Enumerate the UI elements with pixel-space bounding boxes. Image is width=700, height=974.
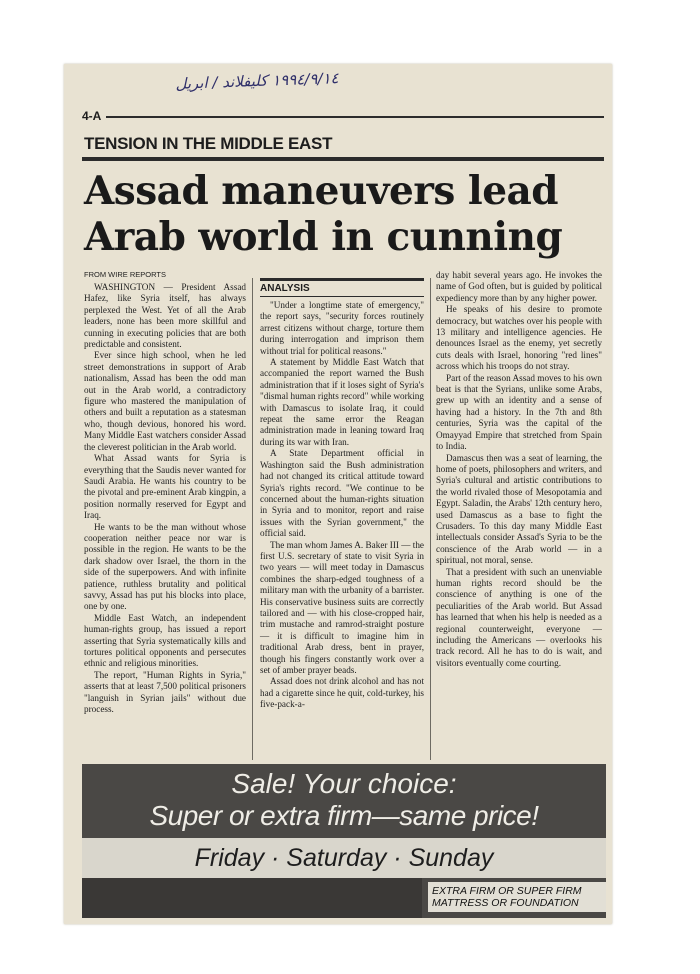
paragraph: Damascus then was a seat of learning, the home of poets, philosophers and writers, and Syria's cultural and artistic contributions to the world rivaled those of Mesopotamia and Egypt. Saladin, the Arabs' 12th century hero, used Damascus as a base to fight the Crusaders. To this day many Middle East intellectuals consider Assad's Syria to be the conscience of the Arab world — in a spiritual, not moral, sense. [436, 452, 602, 566]
paragraph: WASHINGTON — President Assad Hafez, like Syria itself, has always perplexed the West. Yet of all the Arab leaders, none has been more skillful and cunning in executing policies that are both predictable and consistent. [84, 282, 246, 350]
ad-mattress-photo [82, 878, 422, 918]
paragraph: A statement by Middle East Watch that accompanied the report warned the Bush administration that if it loses sight of Syria's "dismal human rights record" while working with Damascus to isolate Iraq, it could repeat the same error the Reagan administration made in leaning toward Iraq during its war with Iran. [260, 357, 424, 447]
paragraph: The man whom James A. Baker III — the first U.S. secretary of state to visit Syria in two years — will meet today in Damascus combines the sharp-edged toughness of a military man with the urbanity of a barrister. His conservative business suits are correctly tailored and — with his close-cropped hair, trim mustache and ramrod-straight posture — it is difficult to imagine him in traditional Arab dress, bent in prayer, though his fingers constantly work over a set of amber prayer beads. [260, 539, 424, 675]
headline: Assad maneuvers lead Arab world in cunning [84, 168, 563, 260]
paragraph: The report, "Human Rights in Syria," asserts that at least 7,500 political prisoners "languish in Syrian jails" without due process. [84, 669, 246, 715]
paragraph: "Under a longtime state of emergency," the report says, "security forces routinely arrest citizens without charge, torture them during interrogation and imprison them without trial for political reasons." [260, 300, 424, 356]
analysis-rule [260, 296, 424, 297]
paragraph: He speaks of his desire to promote democracy, but watches over his people with 13 military and intelligence agencies. He denounces Israel as the enemy, yet secretly cuts deals with Israel, honoring "red lines" across which his troops do not stray. [436, 304, 602, 372]
column-divider [430, 278, 431, 760]
column-divider [252, 278, 253, 760]
paragraph: He wants to be the man without whose cooperation neither peace nor war is possible in the region. He wants to be the dark shadow over Israel, the thorn in the side of the superpowers. And with infinite patience, ruthless brutality and political savvy, Assad has put his blocks into place, one by one. [84, 521, 246, 612]
ad-product-text: EXTRA FIRM OR SUPER FIRM MATTRESS OR FOUNDATION [428, 882, 606, 912]
paragraph: Middle East Watch, an independent human-rights group, has issued a report asserting that Syria systematically kills and tortures political opponents and persecutes ethnic and religious minorities. [84, 612, 246, 669]
ad-days-band [82, 838, 606, 878]
ad-subheadline: Super or extra firm—same price! [149, 800, 539, 831]
paragraph: Assad does not drink alcohol and has not had a cigarette since he quit, cold-turkey, his five-pack-a- [260, 676, 424, 710]
section-rule [82, 157, 604, 161]
article-column-1 [84, 282, 246, 715]
byline: FROM WIRE REPORTS [84, 270, 166, 279]
newspaper-clipping [64, 64, 612, 924]
paragraph: Part of the reason Assad moves to his own beat is that the Syrians, unlike some Arabs, grew up with an identity and a sense of having had a history. In the 7th and 8th centuries, Syria was the capital of the Omayyad Empire that stretched from Spain to India. [436, 372, 602, 452]
paragraph: What Assad wants for Syria is everything that the Saudis never wanted for Saudi Arabia. He wants his country to be the pivotal and pre-eminent Arab kingpin, a position normally reserved for Egypt and Iraq. [84, 453, 246, 521]
section-heading: TENSION IN THE MIDDLE EAST [84, 134, 333, 153]
paragraph: day habit several years ago. He invokes the name of God often, but is guided by political expediency more than by any higher power. [436, 270, 602, 303]
top-rule [106, 116, 604, 118]
page-number: 4-A [82, 109, 102, 123]
paragraph: Ever since high school, when he led street demonstrations in support of Arab nationalism, Assad has been the odd man out in the Arab world, a contradictory figure who mastered the manipulation of others and built a reputation as a statesman who, though devious, honored his word. Many Middle East watchers consider Assad the cleverest politician in the Arab world. [84, 350, 246, 452]
analysis-label: ANALYSIS [260, 278, 424, 294]
ad-headline: Sale! Your choice: [231, 768, 457, 799]
paragraph: That a president with such an unenviable human rights record should be the conscience of anything is one of the peculiarities of the Arab world. But Assad has learned that when his help is needed as a regional counterweight, everyone — including the Americans — overlooks his track record. All he has to do is wait, and visitors eventually come courting. [436, 566, 602, 668]
article-column-2 [260, 300, 424, 711]
paragraph: A State Department official in Washington said the Bush administration had not changed its critical attitude toward Syria's rights record. "We continue to be concerned about the human-rights situation in Syria and to monitor, report and raise issues with the Syrian government," the official said. [260, 448, 424, 539]
handwritten-note: ١٩٩٤/٩/١٤ كليفلاند / ابريل [175, 69, 339, 93]
article-column-3 [436, 270, 602, 669]
mattress-sale-advertisement [82, 764, 606, 918]
ad-sale-days: Friday · Saturday · Sunday [194, 844, 494, 872]
